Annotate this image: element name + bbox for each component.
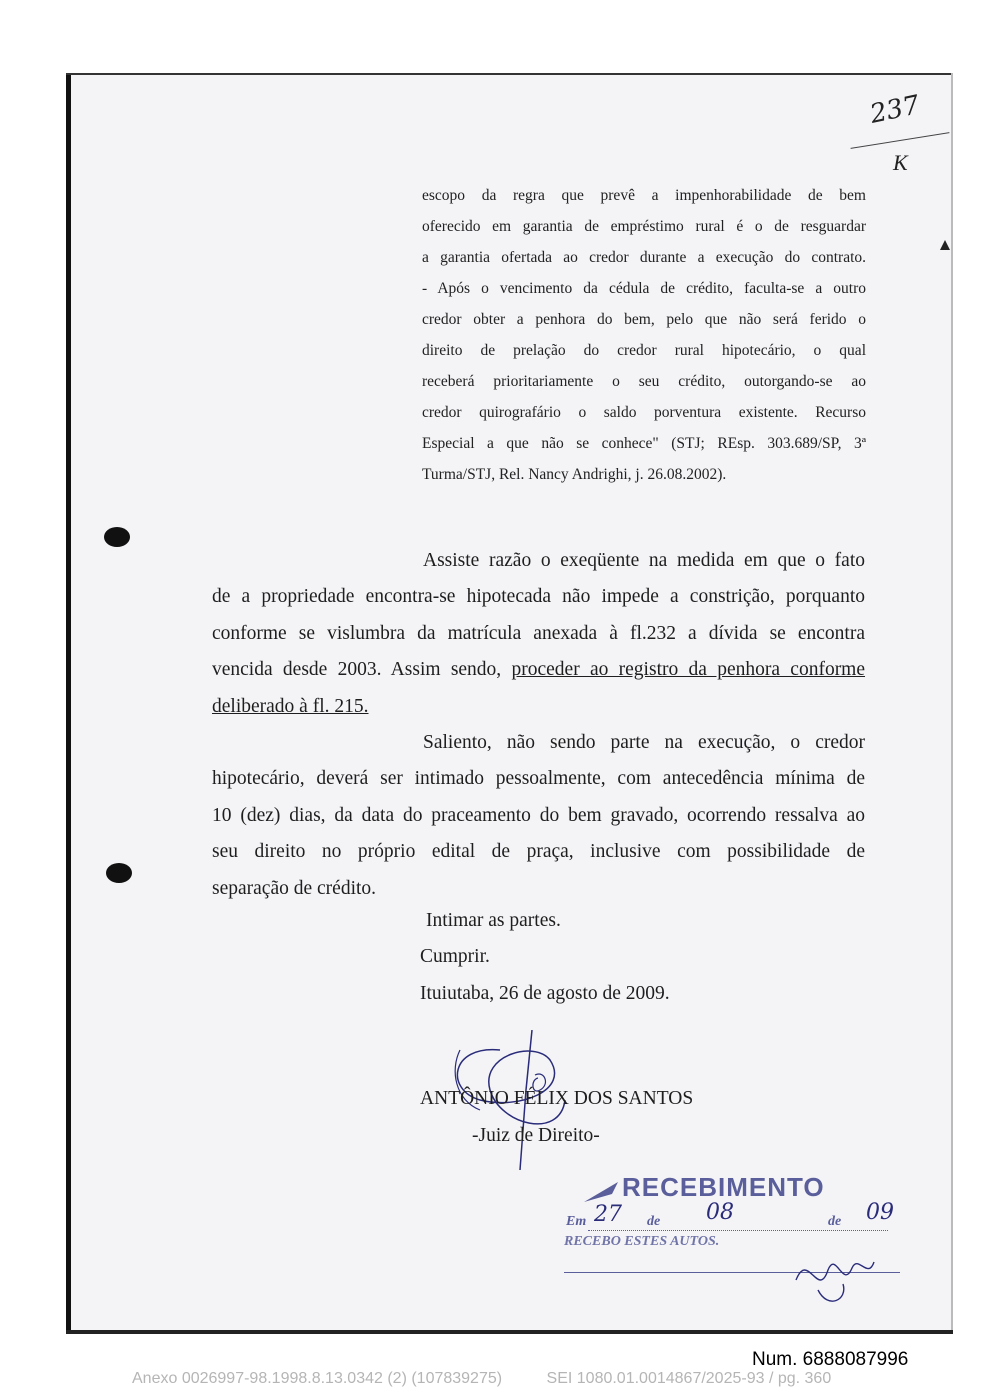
closing-intimation: Intimar as partes. bbox=[426, 910, 561, 931]
scan-edge-right bbox=[951, 73, 953, 1334]
paragraph-line: de a propriedade encontra-se hipotecada não impede a constrição, porquanto bbox=[212, 586, 865, 608]
paragraph-line: 10 (dez) dias, da data do praceamento do bem gravado, ocorrendo ressalva ao bbox=[212, 804, 865, 826]
jurisprudence-quote bbox=[422, 180, 866, 490]
stamp-year: 09 bbox=[866, 1200, 894, 1225]
stamp-date-line bbox=[588, 1230, 888, 1232]
stamp-de-label: de bbox=[647, 1214, 661, 1229]
quote-line: oferecido em garantia de empréstimo rural é o de resguardar bbox=[422, 218, 866, 235]
stamp-em-label: Em bbox=[566, 1214, 587, 1229]
place-and-date: Ituiutaba, 26 de agosto de 2009. bbox=[420, 983, 670, 1004]
paragraph-line: hipotecário, deverá ser intimado pessoalmente, com antecedência mínima de bbox=[212, 768, 865, 790]
underlined-order: proceder ao registro da penhora conforme bbox=[511, 659, 866, 681]
paragraph-text: vencida desde 2003. Assim sendo, bbox=[212, 659, 502, 681]
folio-number: 237 bbox=[867, 90, 923, 130]
quote-line: escopo da regra que prevê a impenhorabilidade de bem bbox=[422, 187, 866, 204]
punch-hole-lower bbox=[106, 863, 132, 883]
paragraph-line: conforme se vislumbra da matrícula anexada à fl.232 a dívida se encontra bbox=[212, 622, 865, 644]
folio-mark: K bbox=[893, 150, 908, 175]
stamp-day: 27 bbox=[594, 1202, 622, 1227]
judge-role: -Juiz de Direito- bbox=[472, 1125, 600, 1146]
paragraph-line: Saliento, não sendo parte na execução, o credor bbox=[423, 732, 865, 753]
stamp-de-label: de bbox=[828, 1214, 842, 1229]
stamp-month: 08 bbox=[706, 1200, 734, 1225]
quote-line: a garantia ofertada ao credor durante a execução do contrato. bbox=[422, 249, 866, 266]
footer-metadata bbox=[132, 1370, 831, 1388]
receipt-stamp bbox=[560, 1170, 910, 1320]
stamp-arrow-icon bbox=[582, 1178, 622, 1204]
paragraph-line bbox=[212, 652, 865, 688]
paragraph-notice bbox=[212, 725, 865, 907]
stamp-title: RECEBIMENTO bbox=[622, 1172, 825, 1202]
scan-edge-top bbox=[66, 73, 953, 75]
scan-edge-bottom bbox=[66, 1330, 953, 1334]
stamp-receipt-label: RECEBO ESTES AUTOS. bbox=[564, 1234, 720, 1249]
quote-line: direito de prelação do credor rural hipotecário, o qual bbox=[422, 342, 866, 359]
paragraph-decision bbox=[212, 543, 865, 725]
paragraph-line bbox=[212, 689, 865, 725]
footer-sei: SEI 1080.01.0014867/2025-93 / pg. 360 bbox=[546, 1370, 832, 1387]
stamp-signature bbox=[788, 1240, 878, 1310]
punch-hole-upper bbox=[104, 527, 130, 547]
paragraph-line: separação de crédito. bbox=[212, 877, 377, 899]
paragraph-line: seu direito no próprio edital de praça, inclusive com possibilidade de bbox=[212, 841, 865, 863]
quote-line: - Após o vencimento da cédula de crédito, faculta-se a outro bbox=[422, 280, 866, 297]
paragraph-line: Assiste razão o exeqüente na medida em que o fato bbox=[423, 550, 865, 571]
footer-annex: Anexo 0026997-98.1998.8.13.0342 (2) (107839275) bbox=[132, 1370, 503, 1387]
quote-line: credor quirografário o saldo porventura existente. Recurso bbox=[422, 404, 866, 421]
quote-line: credor obter a penhora do bem, pelo que não será ferido o bbox=[422, 311, 866, 328]
scan-mark bbox=[940, 240, 950, 250]
underlined-order: deliberado à fl. 215. bbox=[212, 695, 369, 717]
judge-name: ANTÔNIO FÉLIX DOS SANTOS bbox=[420, 1088, 694, 1109]
quote-line: receberá prioritariamente o seu crédito, outorgando-se ao bbox=[422, 373, 866, 390]
document-number: Num. 6888087996 bbox=[752, 1349, 909, 1370]
quote-line: Especial a que não se conhece" (STJ; REsp. 303.689/SP, 3ª bbox=[422, 435, 866, 452]
quote-line: Turma/STJ, Rel. Nancy Andrighi, j. 26.08.2002). bbox=[422, 466, 727, 483]
closing-comply: Cumprir. bbox=[420, 946, 490, 967]
